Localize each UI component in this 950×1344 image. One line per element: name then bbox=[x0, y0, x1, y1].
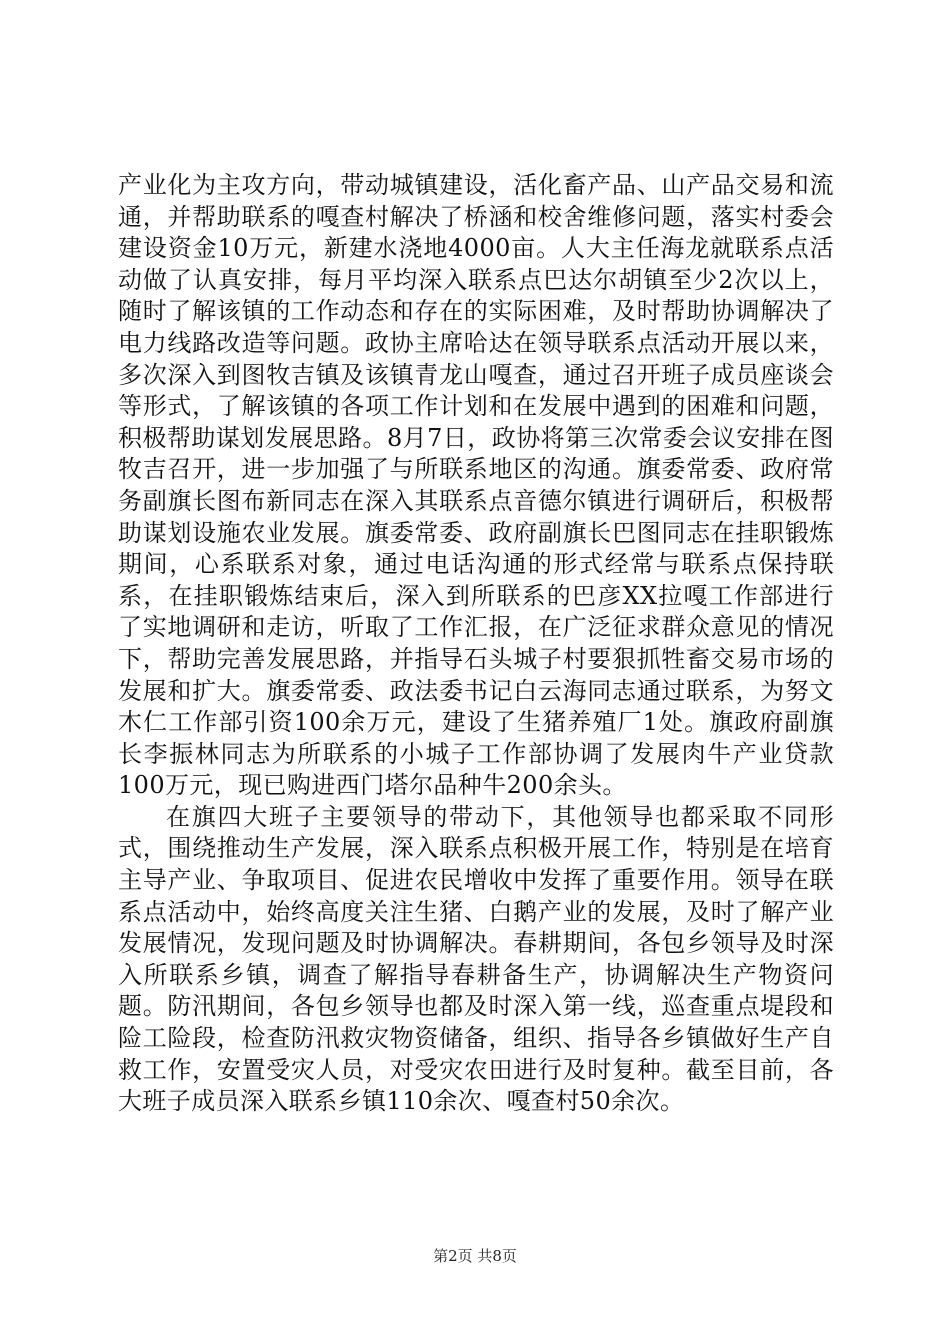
paragraph-2: 在旗四大班子主要领导的带动下，其他领导也都采取不同形式，围绕推动生产发展，深入联系点积极开展工作，特别是在培育主导产业、争取项目、促进农民增收中发挥了重要作用。领导在联系点活动中，始终高度关注生猪、白鹅产业的发展，及时了解产业发展情况，发现问题及时协调解决。春耕期间，各包乡领导及时深入所联系乡镇，调查了解指导春耕备生产，协调解决生产物资问题。防汛期间，各包乡领导也都及时深入第一线，巡查重点堤段和险工险段，检查防汛救灾物资储备，组织、指导各乡镇做好生产自救工作，安置受灾人员，对受灾农田进行及时复种。截至目前，各大班子成员深入联系乡镇110余次、嘎查村50余次。 bbox=[118, 802, 834, 1116]
paragraph-1: 产业化为主攻方向，带动城镇建设，活化畜产品、山产品交易和流通，并帮助联系的嘎查村解决了桥涵和校舍维修问题，落实村委会建设资金10万元，新建水浇地4000亩。人大主任海龙就联系点活动做了认真安排，每月平均深入联系点巴达尔胡镇至少2次以上，随时了解该镇的工作动态和存在的实际困难，及时帮助协调解决了电力线路改造等问题。政协主席哈达在领导联系点活动开展以来，多次深入到图牧吉镇及该镇青龙山嘎查，通过召开班子成员座谈会等形式，了解该镇的各项工作计划和在发展中遇到的困难和问题，积极帮助谋划发展思路。8月7日，政协将第三次常委会议安排在图牧吉召开，进一步加强了与所联系地区的沟通。旗委常委、政府常务副旗长图布新同志在深入其联系点音德尔镇进行调研后，积极帮助谋划设施农业发展。旗委常委、政府副旗长巴图同志在挂职锻炼期间，心系联系对象，通过电话沟通的形式经常与联系点保持联系，在挂职锻炼结束后，深入到所联系的巴彦XX拉嘎工作部进行了实地调研和走访，听取了工作汇报，在广泛征求群众意见的情况下，帮助完善发展思路，并指导石头城子村要狠抓牲畜交易市场的发展和扩大。旗委常委、政法委书记白云海同志通过联系，为努文木仁工作部引资100余万元，建设了生猪养殖厂1处。旗政府副旗长李振林同志为所联系的小城子工作部协调了发展肉牛产业贷款100万元，现已购进西门塔尔品种牛200余头。 bbox=[118, 171, 834, 800]
document-body bbox=[118, 170, 834, 1118]
page-footer: 第2页 共8页 bbox=[433, 1247, 517, 1265]
